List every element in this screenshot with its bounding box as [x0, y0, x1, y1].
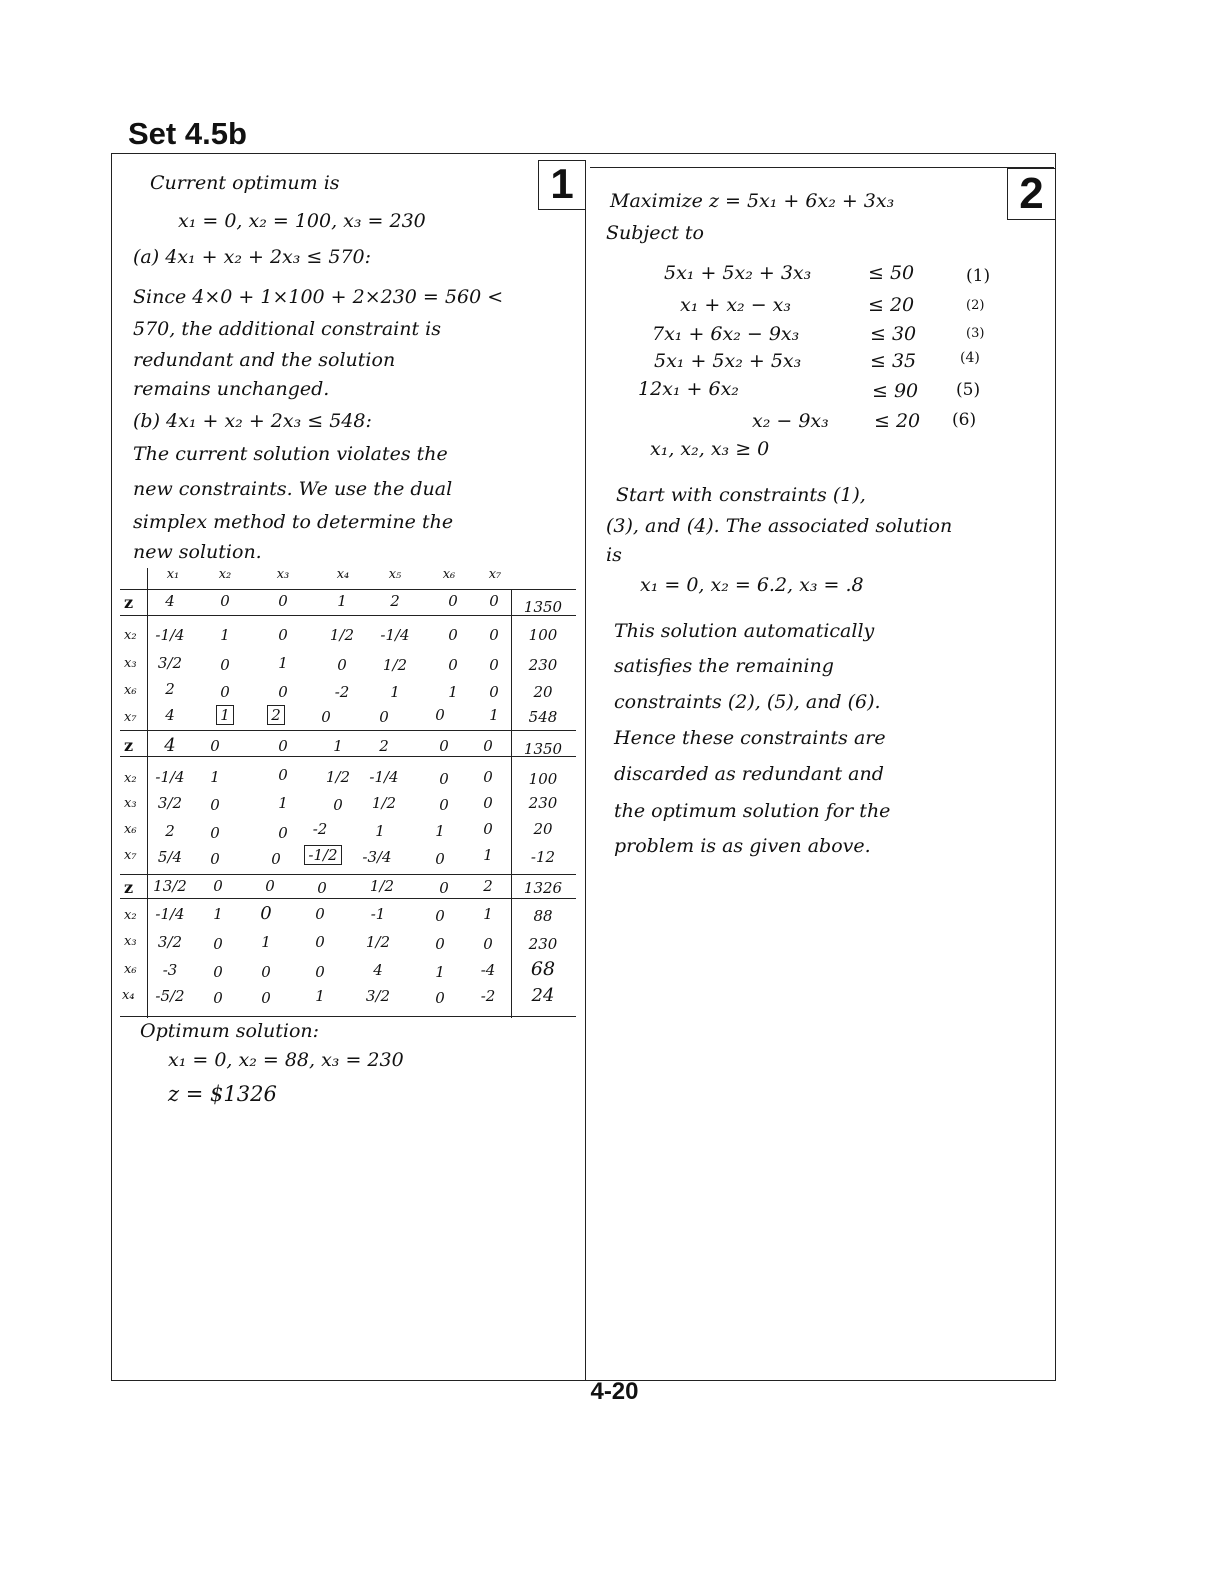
tableau-rhs: 20 — [533, 820, 553, 838]
optimum-z: z = $1326 — [168, 1082, 277, 1106]
tableau-cell: 1/2 — [325, 768, 351, 786]
tableau-cell: 1/2 — [329, 626, 355, 644]
text-line: x₁ = 0, x₂ = 100, x₃ = 230 — [178, 210, 426, 232]
tableau-cell: 0 — [260, 903, 272, 924]
tableau-cell: -2 — [334, 683, 350, 701]
tableau-rhs: 20 — [533, 683, 553, 701]
tableau-cell: 1 — [261, 933, 271, 951]
tableau-cell: 0 — [483, 935, 493, 953]
text-line: redundant and the solution — [133, 349, 396, 371]
tableau-cell: 1 — [278, 794, 288, 812]
problem-number-1: 1 — [538, 160, 585, 210]
text-line: remains unchanged. — [133, 378, 330, 400]
row-label: z — [124, 736, 134, 755]
row-label: z — [124, 878, 134, 897]
tableau-cell: 1 — [333, 737, 343, 755]
text-line: 570, the additional constraint is — [133, 318, 441, 340]
tableau-cell: 0 — [210, 850, 220, 868]
tableau-cell: -1/4 — [380, 626, 410, 644]
tableau-cell: 0 — [489, 656, 499, 674]
row-label: x₂ — [124, 628, 137, 643]
tableau-rule — [120, 1016, 576, 1017]
tableau-cell: -1/4 — [155, 626, 185, 644]
row-label: x₆ — [124, 822, 137, 837]
tableau-cell: 5/4 — [157, 848, 183, 866]
tableau-cell: 0 — [220, 592, 230, 610]
constraint-tag: (2) — [966, 298, 985, 313]
text-line: new solution. — [133, 541, 262, 563]
tableau-cell: 0 — [439, 737, 449, 755]
tableau-cell: -1/4 — [369, 768, 399, 786]
constraint-expr: 5x₁ + 5x₂ + 3x₃ — [664, 262, 812, 284]
tableau-cell: 0 — [213, 989, 223, 1007]
row-label: x₂ — [124, 771, 137, 786]
text-line: Start with constraints (1), — [616, 484, 866, 506]
tableau-rule — [120, 874, 576, 875]
tableau-cell: 0 — [317, 879, 327, 897]
tableau-cell: -2 — [312, 820, 328, 838]
tableau-cell: 0 — [315, 905, 325, 923]
text-line: constraints (2), (5), and (6). — [614, 691, 881, 713]
tableau-cell: 3/2 — [157, 933, 183, 951]
tableau-cell: 0 — [278, 824, 288, 842]
tableau-cell: 0 — [315, 933, 325, 951]
constraint-expr: 7x₁ + 6x₂ − 9x₃ — [652, 323, 800, 345]
tableau-cell: 4 — [165, 706, 175, 724]
optimum-values: x₁ = 0, x₂ = 88, x₃ = 230 — [168, 1049, 404, 1071]
text-line: discarded as redundant and — [614, 763, 884, 785]
text-line: the optimum solution for the — [614, 800, 891, 822]
tableau-cell: 0 — [261, 963, 271, 981]
tableau-cell: 4 — [164, 735, 176, 756]
tableau-cell: 0 — [489, 626, 499, 644]
tableau-cell: 13/2 — [153, 877, 187, 895]
tableau-cell: 0 — [271, 850, 281, 868]
tableau-cell: 0 — [265, 877, 275, 895]
tableau-cell: 0 — [439, 770, 449, 788]
tableau-cell: 0 — [483, 820, 493, 838]
tableau-cell: 1 — [435, 822, 445, 840]
pivot-box: 1 — [216, 705, 234, 725]
row-label: x₇ — [124, 848, 137, 863]
pivot-candidate-cell — [256, 706, 296, 724]
tableau-cell: 0 — [261, 989, 271, 1007]
constraint-expr: 12x₁ + 6x₂ — [638, 378, 739, 400]
tableau-rhs: 24 — [531, 985, 555, 1006]
constraint-expr: x₂ − 9x₃ — [752, 410, 829, 432]
tableau-cell: -5/2 — [155, 987, 185, 1005]
constraint-rhs: ≤ 20 — [868, 294, 915, 316]
tableau-cell: 0 — [278, 683, 288, 701]
tableau-cell: -1 — [370, 905, 386, 923]
tableau-rhs: 1326 — [523, 879, 563, 897]
tableau-cell: 3/2 — [365, 987, 391, 1005]
tableau-cell: -2 — [480, 987, 496, 1005]
row-label: x₆ — [124, 683, 137, 698]
tableau-rhs-divider — [511, 590, 512, 1018]
tableau-cell: -4 — [480, 961, 496, 979]
tableau-cell: 0 — [278, 592, 288, 610]
tableau-rhs: 230 — [528, 935, 558, 953]
tableau-cell: 1 — [315, 987, 325, 1005]
tableau-cell: 0 — [435, 850, 445, 868]
column-header: x₇ — [488, 567, 502, 582]
tableau-cell: 1 — [220, 626, 230, 644]
tableau-cell: 2 — [165, 680, 175, 698]
tableau-rhs: 100 — [528, 770, 558, 788]
text-line: satisfies the remaining — [614, 655, 834, 677]
tableau-rhs: 230 — [528, 656, 558, 674]
column-header: x₂ — [218, 567, 232, 582]
tableau-cell: 1/2 — [382, 656, 408, 674]
tableau-rhs: 100 — [528, 626, 558, 644]
tableau-cell: 0 — [435, 706, 445, 724]
tableau-rule — [120, 756, 576, 757]
tableau-cell: 0 — [210, 824, 220, 842]
tableau-rule — [120, 730, 576, 731]
tableau-header-line — [120, 589, 576, 590]
tableau-cell: 2 — [165, 822, 175, 840]
tableau-cell: 1 — [489, 706, 499, 724]
tableau-rule — [120, 898, 576, 899]
pivot-element-cell — [298, 846, 348, 864]
text-line: (b) 4x₁ + x₂ + 2x₃ ≤ 548: — [133, 410, 372, 432]
tableau-cell: 1 — [483, 905, 493, 923]
tableau-cell: 0 — [278, 626, 288, 644]
tableau-cell: 2 — [483, 877, 493, 895]
tableau-cell: 0 — [337, 656, 347, 674]
tableau-cell: 4 — [373, 961, 383, 979]
text-line: simplex method to determine the — [133, 511, 454, 533]
constraint-tag: (4) — [960, 350, 980, 366]
text-line: The current solution violates the — [133, 443, 448, 465]
tableau-cell: 0 — [210, 796, 220, 814]
tableau-cell: 1/2 — [365, 933, 391, 951]
tableau-rule — [120, 615, 576, 616]
tableau-cell: 0 — [379, 708, 389, 726]
row-label: x₇ — [124, 710, 137, 725]
text-line: new constraints. We use the dual — [133, 478, 453, 500]
tableau-cell: 1 — [448, 683, 458, 701]
right-panel-top-border — [590, 167, 1054, 168]
tableau-cell: 4 — [165, 592, 175, 610]
tableau-rhs: 1350 — [523, 740, 563, 758]
tableau-cell: 1 — [483, 846, 493, 864]
tableau-cell: 0 — [315, 963, 325, 981]
tableau-cell: 3/2 — [157, 794, 183, 812]
tableau-cell: 0 — [489, 592, 499, 610]
tableau-cell: -3/4 — [362, 848, 392, 866]
constraint-tag: (5) — [956, 380, 981, 400]
optimum-label: Optimum solution: — [140, 1020, 320, 1042]
tableau-cell: 1 — [390, 683, 400, 701]
tableau-cell: 0 — [220, 683, 230, 701]
tableau-cell: 0 — [483, 737, 493, 755]
text-line: problem is as given above. — [614, 835, 871, 857]
tableau-cell: 0 — [220, 656, 230, 674]
tableau-cell: 1 — [213, 905, 223, 923]
constraint-tag: (1) — [966, 266, 991, 286]
text-line: Hence these constraints are — [614, 727, 886, 749]
tableau-cell: -3 — [162, 961, 178, 979]
tableau-cell: 1 — [435, 963, 445, 981]
tableau-cell: -1/4 — [155, 768, 185, 786]
tableau-cell: 1/2 — [371, 794, 397, 812]
tableau-cell: 0 — [448, 626, 458, 644]
tableau-cell: 0 — [278, 766, 288, 784]
tableau-rhs: 88 — [533, 907, 553, 925]
column-header: x₆ — [442, 567, 456, 582]
tableau-cell: 0 — [448, 592, 458, 610]
tableau-cell: 1 — [337, 592, 347, 610]
tableau-cell: 0 — [439, 796, 449, 814]
constraint-tag: (3) — [966, 326, 985, 341]
text-line: (a) 4x₁ + x₂ + 2x₃ ≤ 570: — [133, 246, 372, 268]
column-header: x₅ — [388, 567, 402, 582]
subject-to-line: Subject to — [606, 222, 704, 244]
objective-line: Maximize z = 5x₁ + 6x₂ + 3x₃ — [610, 190, 895, 212]
row-label: x₃ — [124, 656, 137, 671]
tableau-cell: 0 — [435, 989, 445, 1007]
column-divider — [585, 160, 586, 1380]
row-label: x₄ — [122, 988, 135, 1003]
constraint-rhs: ≤ 50 — [868, 262, 915, 284]
constraint-expr: x₁ + x₂ − x₃ — [680, 294, 791, 316]
tableau-cell: 0 — [439, 879, 449, 897]
tableau-cell: 0 — [448, 656, 458, 674]
row-label: x₆ — [124, 962, 137, 977]
tableau-cell: 1 — [278, 654, 288, 672]
constraint-rhs: ≤ 90 — [872, 380, 919, 402]
tableau-cell: 1/2 — [369, 877, 395, 895]
page-title: Set 4.5b — [128, 116, 247, 151]
text-line: x₁ = 0, x₂ = 6.2, x₃ = .8 — [640, 574, 864, 596]
column-header: x₄ — [336, 567, 350, 582]
tableau-cell: 0 — [213, 877, 223, 895]
tableau-cell: 2 — [379, 737, 389, 755]
tableau-cell: 0 — [213, 963, 223, 981]
text-line: This solution automatically — [614, 620, 875, 642]
tableau-cell: 0 — [333, 796, 343, 814]
tableau-cell: 0 — [483, 768, 493, 786]
pivot-box: -1/2 — [304, 845, 341, 865]
text-line: Current optimum is — [150, 172, 340, 194]
constraint-rhs: ≤ 30 — [870, 323, 917, 345]
row-label: x₃ — [124, 796, 137, 811]
nonnegativity-line: x₁, x₂, x₃ ≥ 0 — [650, 438, 770, 460]
row-label: z — [124, 593, 134, 612]
tableau-cell: 0 — [435, 935, 445, 953]
text-line: is — [606, 544, 622, 566]
tableau-cell: 0 — [210, 737, 220, 755]
constraint-expr: 5x₁ + 5x₂ + 5x₃ — [654, 350, 802, 372]
tableau-rhs: -12 — [530, 848, 556, 866]
tableau-cell: 0 — [321, 708, 331, 726]
row-label: x₂ — [124, 908, 137, 923]
tableau-cell: 1 — [210, 768, 220, 786]
tableau-rhs: 230 — [528, 794, 558, 812]
tableau-cell: 1 — [375, 822, 385, 840]
constraint-rhs: ≤ 35 — [870, 350, 917, 372]
tableau-cell: 2 — [390, 592, 400, 610]
text-line: (3), and (4). The associated solution — [606, 515, 953, 537]
pivot-candidate-cell — [205, 706, 245, 724]
constraint-tag: (6) — [952, 410, 977, 430]
tableau-cell: 0 — [483, 794, 493, 812]
tableau-rhs: 1350 — [523, 598, 563, 616]
tableau-cell: 0 — [278, 737, 288, 755]
text-line: Since 4×0 + 1×100 + 2×230 = 560 < — [133, 286, 504, 308]
tableau-rhs: 68 — [530, 958, 556, 980]
tableau-cell: 3/2 — [157, 654, 183, 672]
pivot-box: 2 — [267, 705, 285, 725]
page-number: 4-20 — [590, 1378, 639, 1405]
tableau-cell: 0 — [489, 683, 499, 701]
problem-number-2: 2 — [1007, 168, 1055, 220]
row-label: x₃ — [124, 934, 137, 949]
tableau-cell: 0 — [213, 935, 223, 953]
tableau-rhs: 548 — [528, 708, 558, 726]
tableau-cell: 0 — [435, 907, 445, 925]
constraint-rhs: ≤ 20 — [874, 410, 921, 432]
column-header: x₁ — [166, 567, 180, 582]
column-header: x₃ — [276, 567, 290, 582]
tableau-cell: -1/4 — [155, 905, 185, 923]
